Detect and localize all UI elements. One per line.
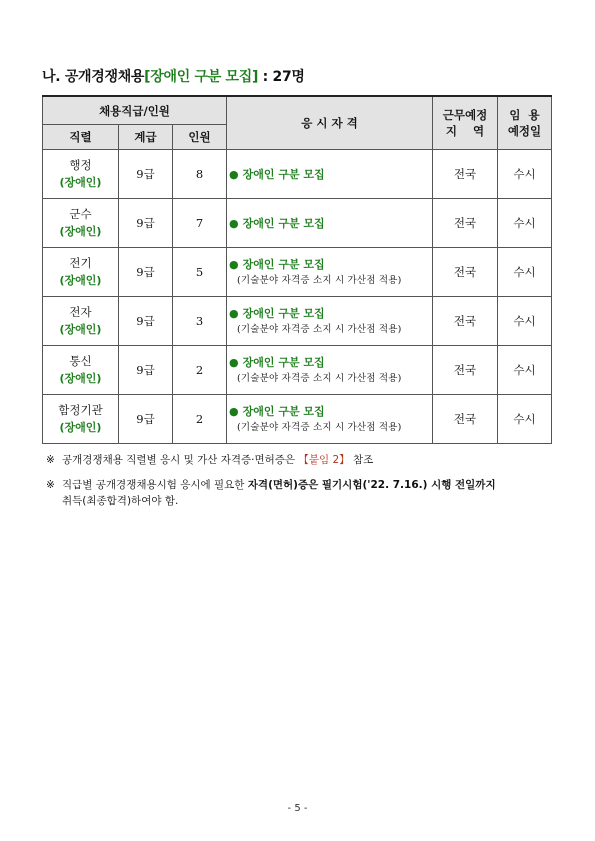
header-region	[433, 96, 498, 150]
date-cell: 수시	[498, 199, 552, 248]
job-name: 군수	[69, 207, 92, 221]
job-cell	[43, 248, 119, 297]
note-2-text-a: 직급별 공개경쟁채용시험 응시에 필요한	[62, 479, 248, 491]
job-cell	[43, 199, 119, 248]
date-cell: 수시	[498, 248, 552, 297]
header-region-line2: 지 역	[445, 124, 485, 138]
page-number: - 5 -	[287, 803, 308, 814]
region-cell: 전국	[433, 199, 498, 248]
count-cell: 2	[173, 395, 227, 444]
header-qualification: 응 시 자 격	[227, 96, 433, 150]
job-name: 행정	[69, 158, 92, 172]
header-grade: 계급	[119, 125, 173, 150]
qualification-text: 장애인 구분 모집	[242, 167, 325, 181]
job-name: 함정기관	[58, 403, 103, 417]
region-cell: 전국	[433, 395, 498, 444]
job-cell	[43, 346, 119, 395]
qualification-cell	[227, 199, 433, 248]
job-category: (장애인)	[59, 225, 102, 238]
bullet-icon: ●	[229, 167, 239, 181]
notes-section	[46, 452, 562, 518]
bullet-icon: ●	[229, 307, 239, 320]
count-cell: 8	[173, 150, 227, 199]
qualification-text: 장애인 구분 모집	[242, 216, 325, 230]
note-2-text-c: 취득(최종합격)하여야 함.	[62, 495, 179, 507]
table-row	[43, 346, 552, 395]
job-cell	[43, 150, 119, 199]
grade-cell: 9급	[119, 248, 173, 297]
job-cell	[43, 395, 119, 444]
qualification-text: 장애인 구분 모집	[242, 307, 325, 320]
date-cell: 수시	[498, 150, 552, 199]
count-cell: 5	[173, 248, 227, 297]
job-name: 전자	[69, 305, 92, 319]
qualification-cell	[227, 346, 433, 395]
header-region-line1: 근무예정	[442, 108, 488, 122]
region-cell: 전국	[433, 346, 498, 395]
note-1	[46, 452, 562, 468]
note-2-emphasis: 자격(면허)증은 필기시험('22. 7.16.) 시행 전일까지	[247, 479, 496, 491]
job-name: 통신	[69, 354, 92, 368]
region-cell: 전국	[433, 248, 498, 297]
note-mark: ※	[46, 479, 55, 491]
table-row	[43, 248, 552, 297]
header-job: 직렬	[43, 125, 119, 150]
job-category: (장애인)	[59, 372, 102, 385]
note-1-text-a: 공개경쟁채용 직렬별 응시 및 가산 자격증·면허증은	[62, 454, 299, 466]
qualification-cell	[227, 248, 433, 297]
bullet-icon: ●	[229, 216, 239, 230]
qualification-main	[229, 305, 432, 322]
qualification-note: (기술분야 자격증 소지 시 가산점 적용)	[237, 275, 402, 286]
heading-highlight: [장애인 구분 모집]	[144, 69, 259, 85]
qualification-main	[229, 256, 432, 273]
qualification-note: (기술분야 자격증 소지 시 가산점 적용)	[237, 373, 402, 384]
job-cell	[43, 297, 119, 346]
region-cell: 전국	[433, 150, 498, 199]
note-1-reference: 【붙임 2】	[298, 454, 350, 466]
grade-cell: 9급	[119, 199, 173, 248]
note-mark: ※	[46, 454, 55, 466]
header-date	[498, 96, 552, 150]
qualification-main	[229, 215, 432, 232]
table-header-row-1	[43, 96, 552, 125]
job-name: 전기	[69, 256, 92, 270]
job-category: (장애인)	[59, 421, 102, 434]
grade-cell: 9급	[119, 150, 173, 199]
qualification-text: 장애인 구분 모집	[242, 258, 325, 271]
heading-prefix: 나. 공개경쟁채용	[42, 69, 145, 85]
grade-cell: 9급	[119, 297, 173, 346]
region-cell: 전국	[433, 297, 498, 346]
grade-cell: 9급	[119, 395, 173, 444]
job-category: (장애인)	[59, 274, 102, 287]
grade-cell: 9급	[119, 346, 173, 395]
note-1-text-b: 참조	[349, 454, 374, 466]
table-row	[43, 297, 552, 346]
bullet-icon: ●	[229, 356, 239, 369]
count-cell: 2	[173, 346, 227, 395]
qualification-cell	[227, 297, 433, 346]
table-row	[43, 150, 552, 199]
header-group: 채용직급/인원	[43, 96, 227, 125]
header-date-line2: 예정일	[507, 124, 542, 138]
job-category: (장애인)	[59, 323, 102, 336]
table-row	[43, 199, 552, 248]
count-cell: 3	[173, 297, 227, 346]
header-count: 인원	[173, 125, 227, 150]
qualification-main	[229, 354, 432, 371]
qualification-main	[229, 403, 432, 420]
qualification-cell	[227, 395, 433, 444]
heading-suffix: : 27명	[258, 69, 305, 85]
bullet-icon: ●	[229, 258, 239, 271]
qualification-note: (기술분야 자격증 소지 시 가산점 적용)	[237, 324, 402, 335]
table-row	[43, 395, 552, 444]
date-cell: 수시	[498, 346, 552, 395]
qualification-note: (기술분야 자격증 소지 시 가산점 적용)	[237, 422, 402, 433]
qualification-text: 장애인 구분 모집	[242, 405, 325, 418]
qualification-cell	[227, 150, 433, 199]
bullet-icon: ●	[229, 405, 239, 418]
date-cell: 수시	[498, 297, 552, 346]
qualification-main	[229, 166, 432, 183]
section-heading	[42, 66, 305, 86]
qualification-text: 장애인 구분 모집	[242, 356, 325, 369]
note-2	[46, 477, 562, 509]
job-category: (장애인)	[59, 176, 102, 189]
recruitment-table	[42, 95, 552, 444]
count-cell: 7	[173, 199, 227, 248]
header-date-line1: 임 용	[509, 108, 540, 122]
date-cell: 수시	[498, 395, 552, 444]
